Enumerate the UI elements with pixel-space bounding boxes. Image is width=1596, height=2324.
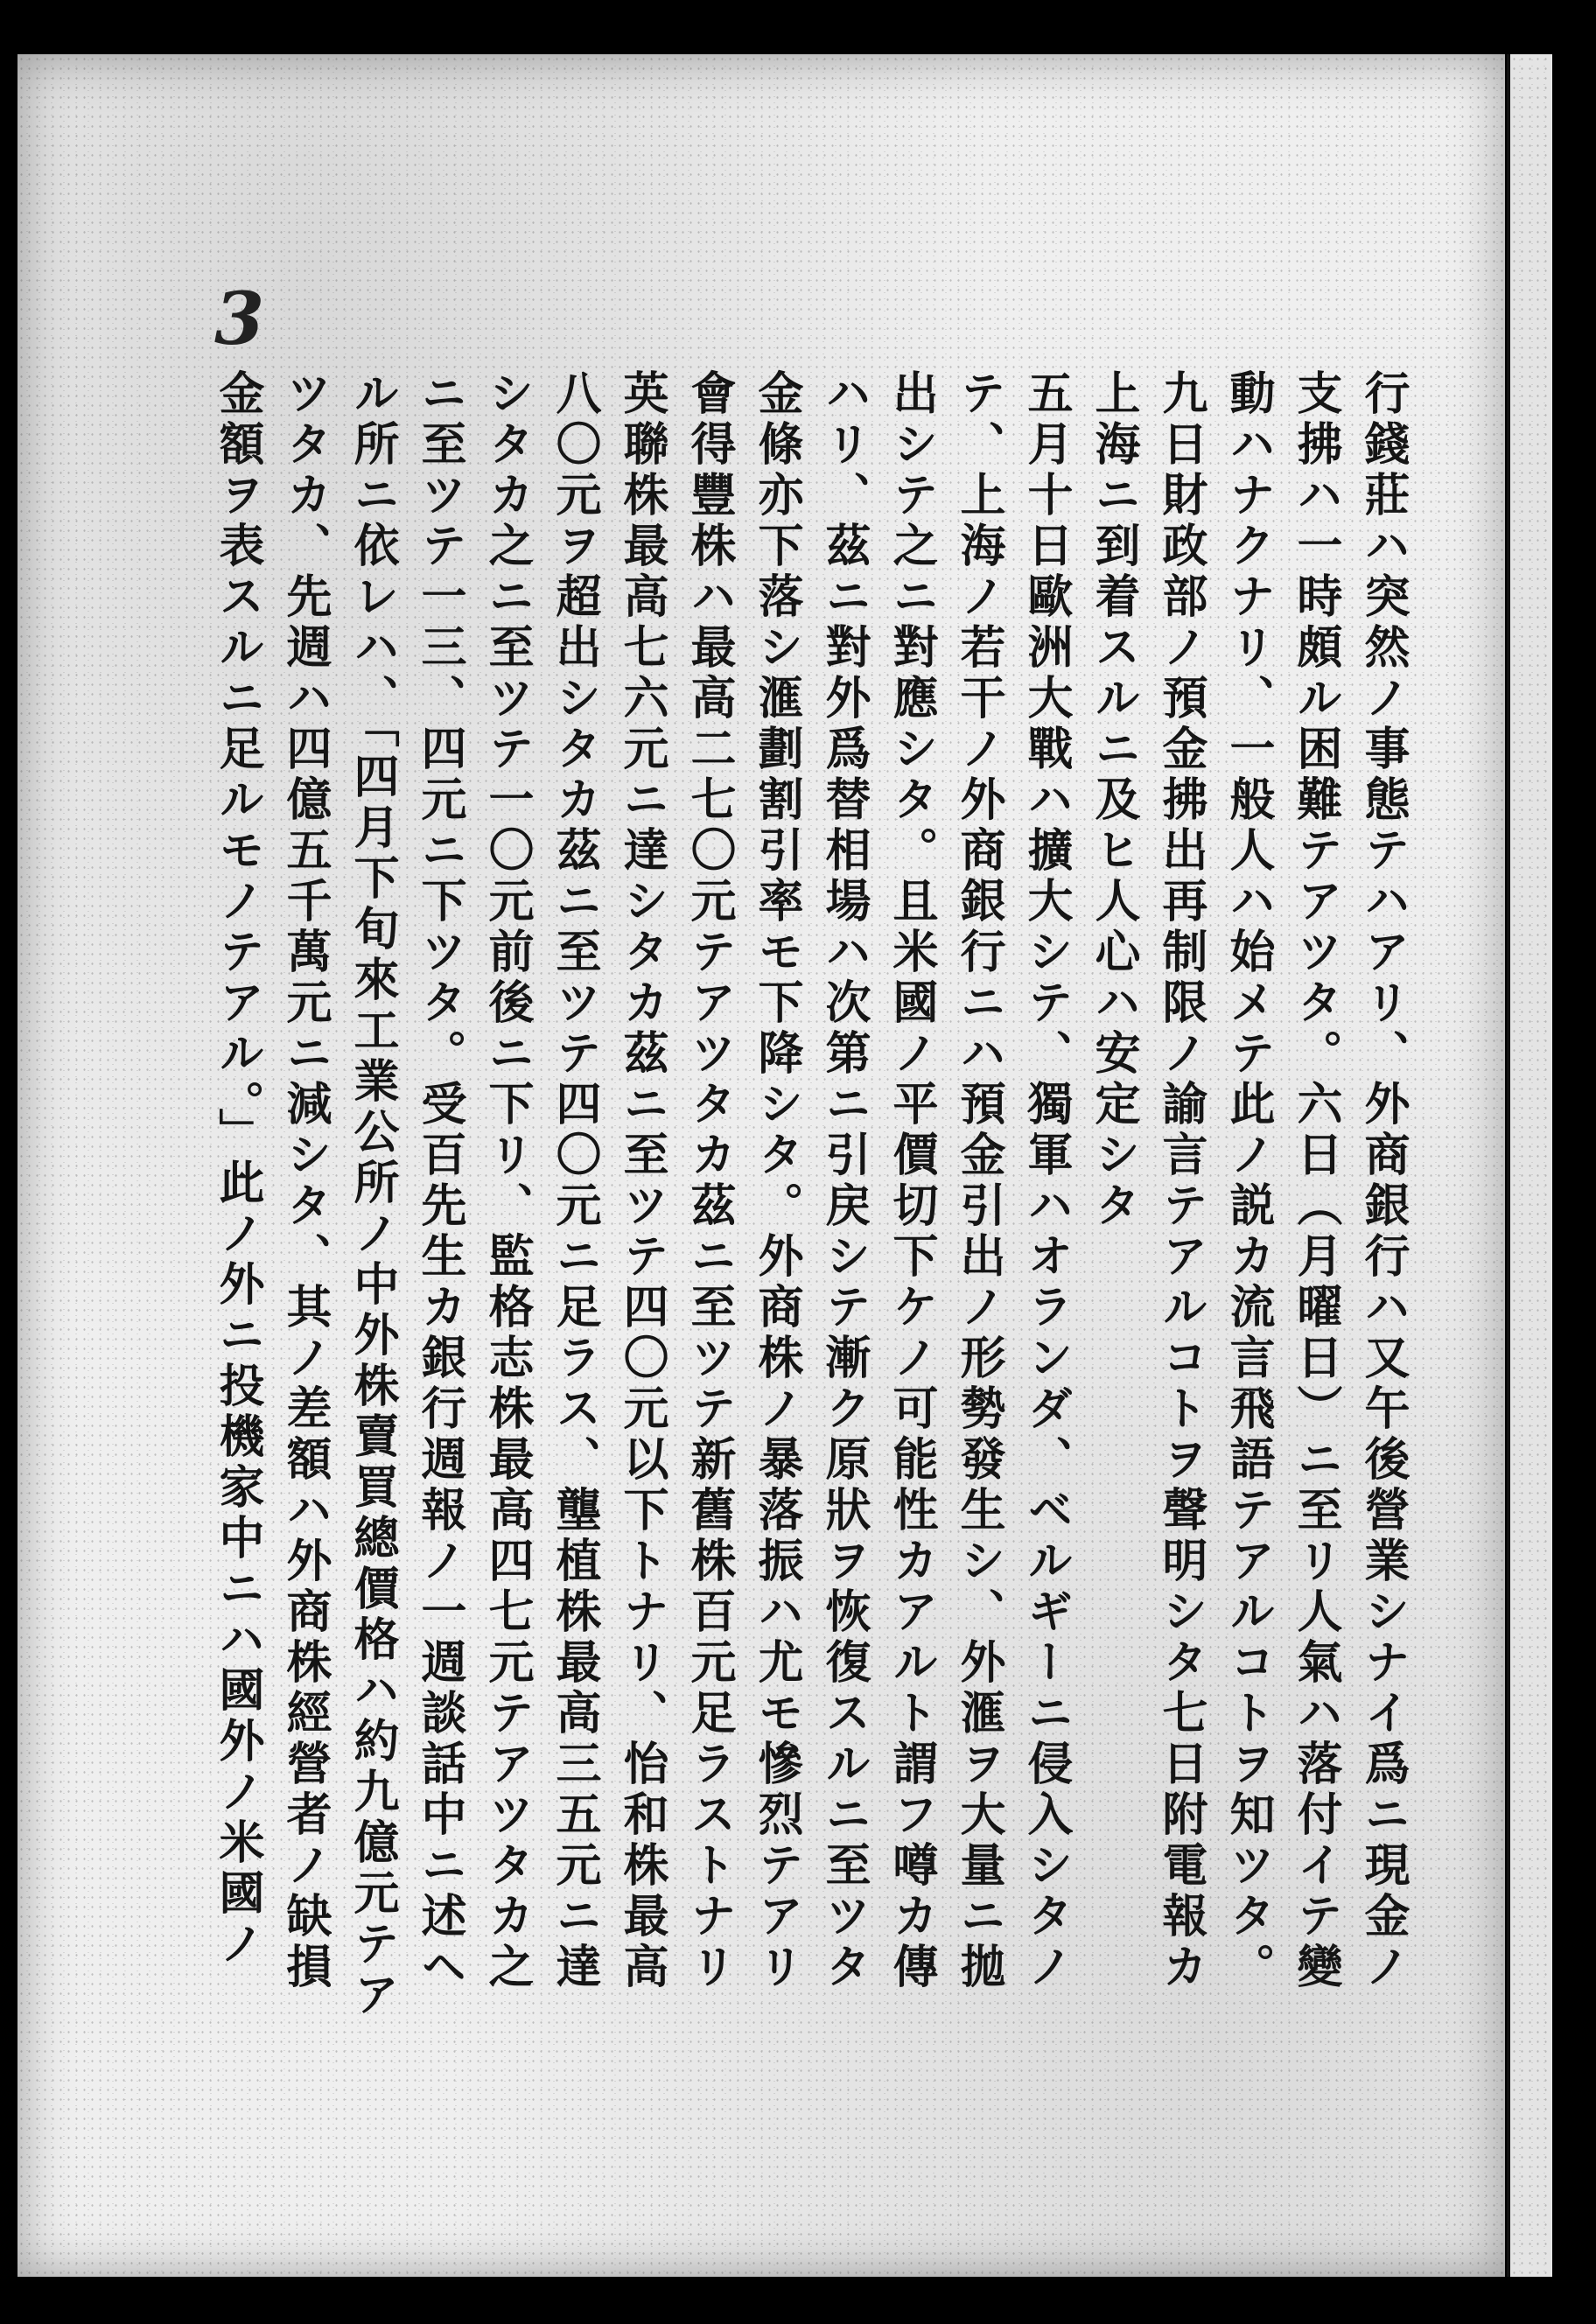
text-column: 行錢莊ハ突然ノ事態テハアリ、外商銀行ハ又午後營業シナイ爲ニ現金ノ [1356, 369, 1409, 1993]
text-column: 出シテ之ニ對應シタ。且米國ノ平價切下ケノ可能性カアルト謂フ噂カ傳 [885, 369, 937, 1993]
text-column: 金條亦下落シ滙劃割引率モ下降シタ。外商株ノ暴落振ハ尤モ慘烈テアリ [750, 369, 802, 1993]
vertical-text-body [192, 369, 1418, 2250]
text-column: 金額ヲ表スルニ足ルモノテアル。」此ノ外ニ投機家中ニハ國外ノ米國ノ [211, 369, 263, 1970]
text-column: ニ至ツテ一三、四元ニ下ツタ。受百先生カ銀行週報ノ一週談話中ニ述ヘ [413, 369, 466, 1993]
text-column: 五月十日歐洲大戰ハ擴大シテ、獨軍ハオランダ、ベルギーニ侵入シタノ [1019, 369, 1072, 1993]
document-page [18, 54, 1505, 2277]
text-column: ツタカ、先週ハ四億五千萬元ニ減シタ、其ノ差額ハ外商株經營者ノ缺損 [278, 369, 331, 1993]
text-column: 會得豐株ハ最高二七〇元テアツタカ茲ニ至ツテ新舊株百元足ラストナリ [682, 369, 735, 1993]
text-column: ハリ、茲ニ對外爲替相場ハ次第ニ引戻シテ漸ク原狀ヲ恢復スルニ至ツタ [817, 369, 870, 1993]
text-column: 英聯株最高七六元ニ達シタカ茲ニ至ツテ四〇元以下トナリ、怡和株最高 [615, 369, 668, 1993]
adjacent-page-edge [1507, 54, 1552, 2277]
text-column: テ、上海ノ若干ノ外商銀行ニハ預金引出ノ形勢發生シ、外滙ヲ大量ニ拋 [952, 369, 1004, 1993]
text-column: ル所ニ依レハ、「四月下旬來工業公所ノ中外株賣買總價格ハ約九億元テア [346, 369, 398, 2021]
text-column: 上海ニ到着スルニ及ヒ人心ハ安定シタ [1087, 369, 1139, 1232]
text-column: 八〇元ヲ超出シタカ茲ニ至ツテ四〇元ニ足ラス、壟植株最高三五元ニ達 [548, 369, 600, 1993]
page-number: 3 [214, 277, 265, 361]
text-column: 九日財政部ノ預金拂出再制限ノ諭言テアルコトヲ聲明シタ七日附電報カ [1154, 369, 1207, 1993]
text-column: シタカ之ニ至ツテ一〇元前後ニ下リ、監格志株最高四七元テアツタカ之 [480, 369, 533, 1993]
text-column: 動ハナクナリ、一般人ハ始メテ此ノ説カ流言飛語テアルコトヲ知ツタ。 [1222, 369, 1274, 1993]
edge-grain [1510, 54, 1552, 2277]
text-column: 支拂ハ一時頗ル困難テアツタ。六日（月曜日）ニ至リ人氣ハ落付イテ變 [1289, 369, 1341, 1993]
